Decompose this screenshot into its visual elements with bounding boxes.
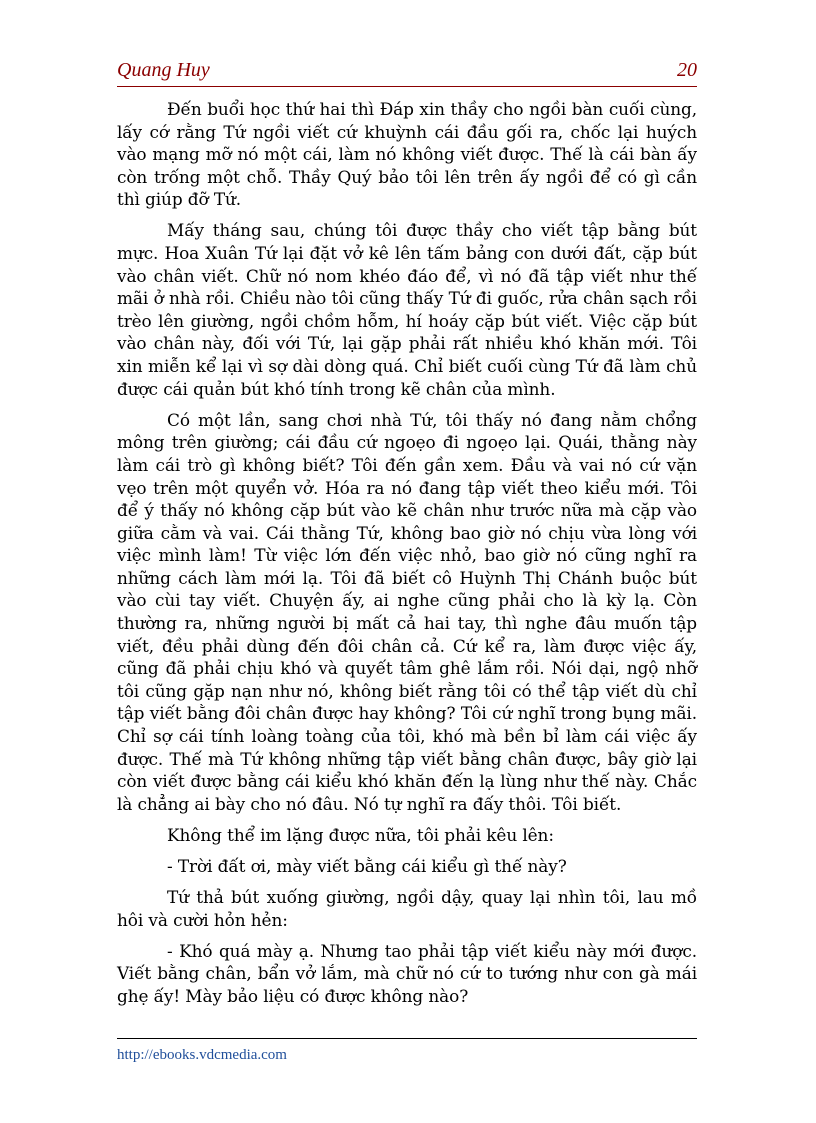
footer-link[interactable]: http://ebooks.vdcmedia.com [117,1047,287,1063]
page-footer [117,1038,697,1064]
paragraph: - Khó quá mày ạ. Nhưng tao phải tập viết kiểu này mới được. Viết bằng chân, bẩn vở lắm, mà chữ nó cứ to tướng như con gà mái ghẹ ấy! Mày bảo liệu có được không nào? [117,940,697,1006]
header-author: Quang Huy [117,59,210,81]
paragraph: Có một lần, sang chơi nhà Tứ, tôi thấy nó đang nằm chổng mông trên giường; cái đầu cứ ngoẹo đi ngoẹo lại. Quái, thằng này làm cái trò gì không biết? Tôi đến gần xem. Đầu và vai nó cứ vặn vẹo trên một quyển vở. Hóa ra nó đang tập viết theo kiểu mới. Tôi để ý thấy nó không cặp bút vào kẽ chân như trước nữa mà cặp vào giữa cằm và vai. Cái thằng Tứ, không bao giờ nó chịu vừa lòng với việc mình làm! Từ việc lớn đến việc nhỏ, bao giờ nó cũng nghĩ ra những cách làm mới lạ. Tôi đã biết cô Huỳnh Thị Chánh buộc bút vào cùi tay viết. Chuyện ấy, ai nghe cũng phải cho là kỳ lạ. Còn thường ra, những người bị mất cả hai tay, thì nghe đâu muốn tập viết, đều phải dùng đến đôi chân cả. Cứ kể ra, làm được việc ấy, cũng đã phải chịu khó và quyết tâm ghê lắm rồi. Nói dại, ngộ nhỡ tôi cũng gặp nạn như nó, không biết rằng tôi có thể tập viết dù chỉ tập viết bằng đôi chân được hay không? Tôi cứ nghĩ trong bụng mãi. Chỉ sợ cái tính loàng toàng của tôi, khó mà bền bỉ làm cái việc ấy được. Thế mà Tứ không những tập viết bằng chân được, bây giờ lại còn viết được bằng cái kiểu khó khăn đến lạ lùng như thế này. Chắc là chẳng ai bày cho nó đâu. Nó tự nghĩ ra đấy thôi. Tôi biết. [117,409,697,814]
paragraph: Tứ thả bút xuống giường, ngồi dậy, quay lại nhìn tôi, lau mồ hôi và cười hỏn hẻn: [117,887,697,930]
paragraph: Không thể im lặng được nữa, tôi phải kêu lên: [167,824,554,845]
paragraph: Đến buổi học thứ hai thì Đáp xin thầy cho ngồi bàn cuối cùng, lấy cớ rằng Tứ ngồi viết cứ khuỳnh cái đầu gối ra, chốc lại huých vào mạng mỡ nó một cái, làm nó không viết được. Thế là cái bàn ấy còn trống một chỗ. Thầy Quý bảo tôi lên trên ấy ngồi để có gì cần thì giúp đỡ Tứ. [117,99,697,210]
page-header [117,58,697,87]
body-text [117,98,697,1016]
paragraph: Mấy tháng sau, chúng tôi được thầy cho viết tập bằng bút mực. Hoa Xuân Tứ lại đặt vở kê lên tấm bảng con dưới đất, cặp bút vào chân viết. Chữ nó nom khéo đáo để, vì nó đã tập viết như thế mãi ở nhà rồi. Chiều nào tôi cũng thấy Tứ đi guốc, rửa chân sạch rồi trèo lên giường, ngồi chồm hỗm, hí hoáy cặp bút viết. Việc cặp bút vào chân này, đối với Tứ, lại gặp phải rất nhiều khó khăn mới. Tôi xin miễn kể lại vì sợ dài dòng quá. Chỉ biết cuối cùng Tứ đã làm chủ được cái quản bút khó tính trong kẽ chân của mình. [117,220,697,399]
page-number: 20 [677,59,697,81]
paragraph: - Trời đất ơi, mày viết bằng cái kiểu gì thế này? [167,856,567,876]
